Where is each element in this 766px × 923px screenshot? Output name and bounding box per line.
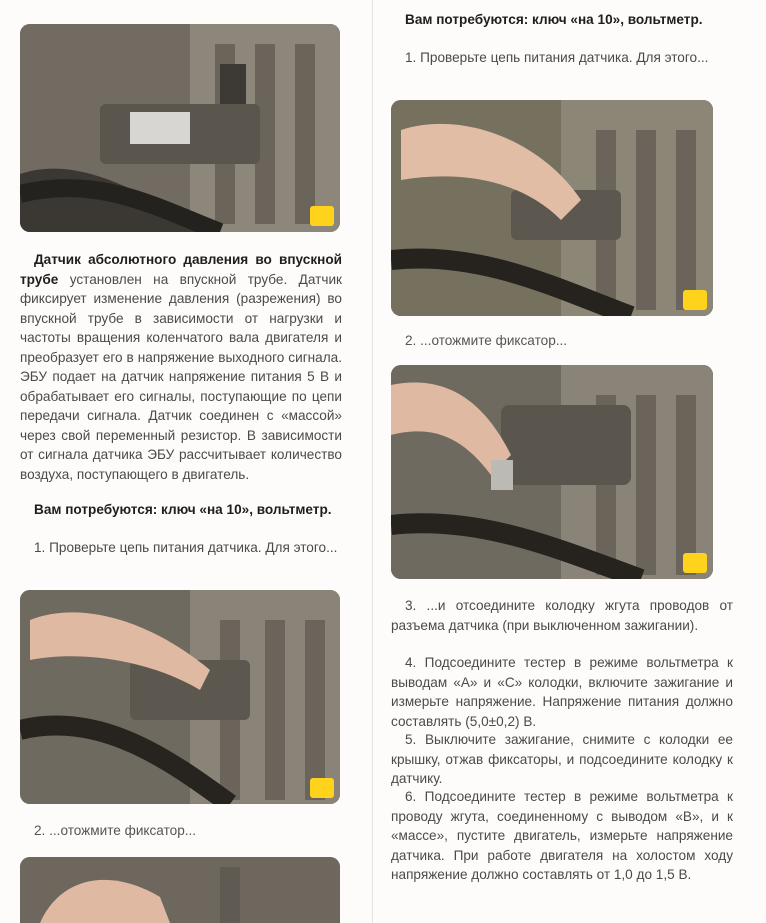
step5-right: 5. Выключите зажигание, снимите с колодки ее крышку, отжав фиксаторы, и подсоедините колодку к датчику. [391,732,733,786]
step2-left: 2. ...отожмите фиксатор... [34,823,197,838]
step4-right: 4. Подсоедините тестер в режиме вольтметра к выводам «А» и «С» колодки, включите зажигание и измерьте напряжение. Напряжение питания должно составлять (5,0±0,2) В. [391,655,733,729]
engine-photo-sensor [20,24,340,232]
engine-photo-connector [391,365,713,579]
intro-paragraph [20,250,342,484]
step1-right: 1. Проверьте цепь питания датчика. Для этого... [405,50,709,65]
intro-text: установлен на впускной трубе. Датчик фиксирует изменение давления (разрежения) во впускной трубе в зависимости от нагрузки и частоты вращения коленчатого вала двигателя и преобразует его в напряжение выходного сигнала. ЭБУ подает на датчик напряжение питания 5 В и обрабатывает его сигналы, поступающие по цепи передачи сигнала. Датчик соединен с «массой» через свой переменный резистор. В зависимости от сигнала датчика ЭБУ рассчитывает количество воздуха, поступающего в двигатель. [20,271,342,482]
right-page [372,0,766,923]
engine-photo-partial [20,857,340,923]
left-page [0,0,372,923]
engine-badge-icon [310,778,334,798]
step6-right: 6. Подсоедините тестер в режиме вольтметра к проводу жгута, соединенному с выводом «В», и к «массе», пустите двигатель, измерьте напряжение датчика. При работе двигателя на холостом ходу напряжение должно составлять от 1,0 до 1,5 В. [391,789,733,882]
engine-badge-icon [683,290,707,310]
step3-right: 3. ...и отсоедините колодку жгута проводов от разъема датчика (при выключенном зажигании). [391,598,733,633]
engine-photo-hand [20,590,340,804]
tools-heading-right: Вам потребуются: ключ «на 10», вольтметр. [405,12,703,27]
engine-photo-hand-right [391,100,713,316]
tools-heading-left: Вам потребуются: ключ «на 10», вольтметр. [34,502,332,517]
engine-badge-icon [310,206,334,226]
step1-left: 1. Проверьте цепь питания датчика. Для этого... [34,540,338,555]
intro-bold: Датчик абсолютного давления во впускной трубе [20,252,342,287]
engine-badge-icon [683,553,707,573]
step2-right: 2. ...отожмите фиксатор... [405,333,568,348]
